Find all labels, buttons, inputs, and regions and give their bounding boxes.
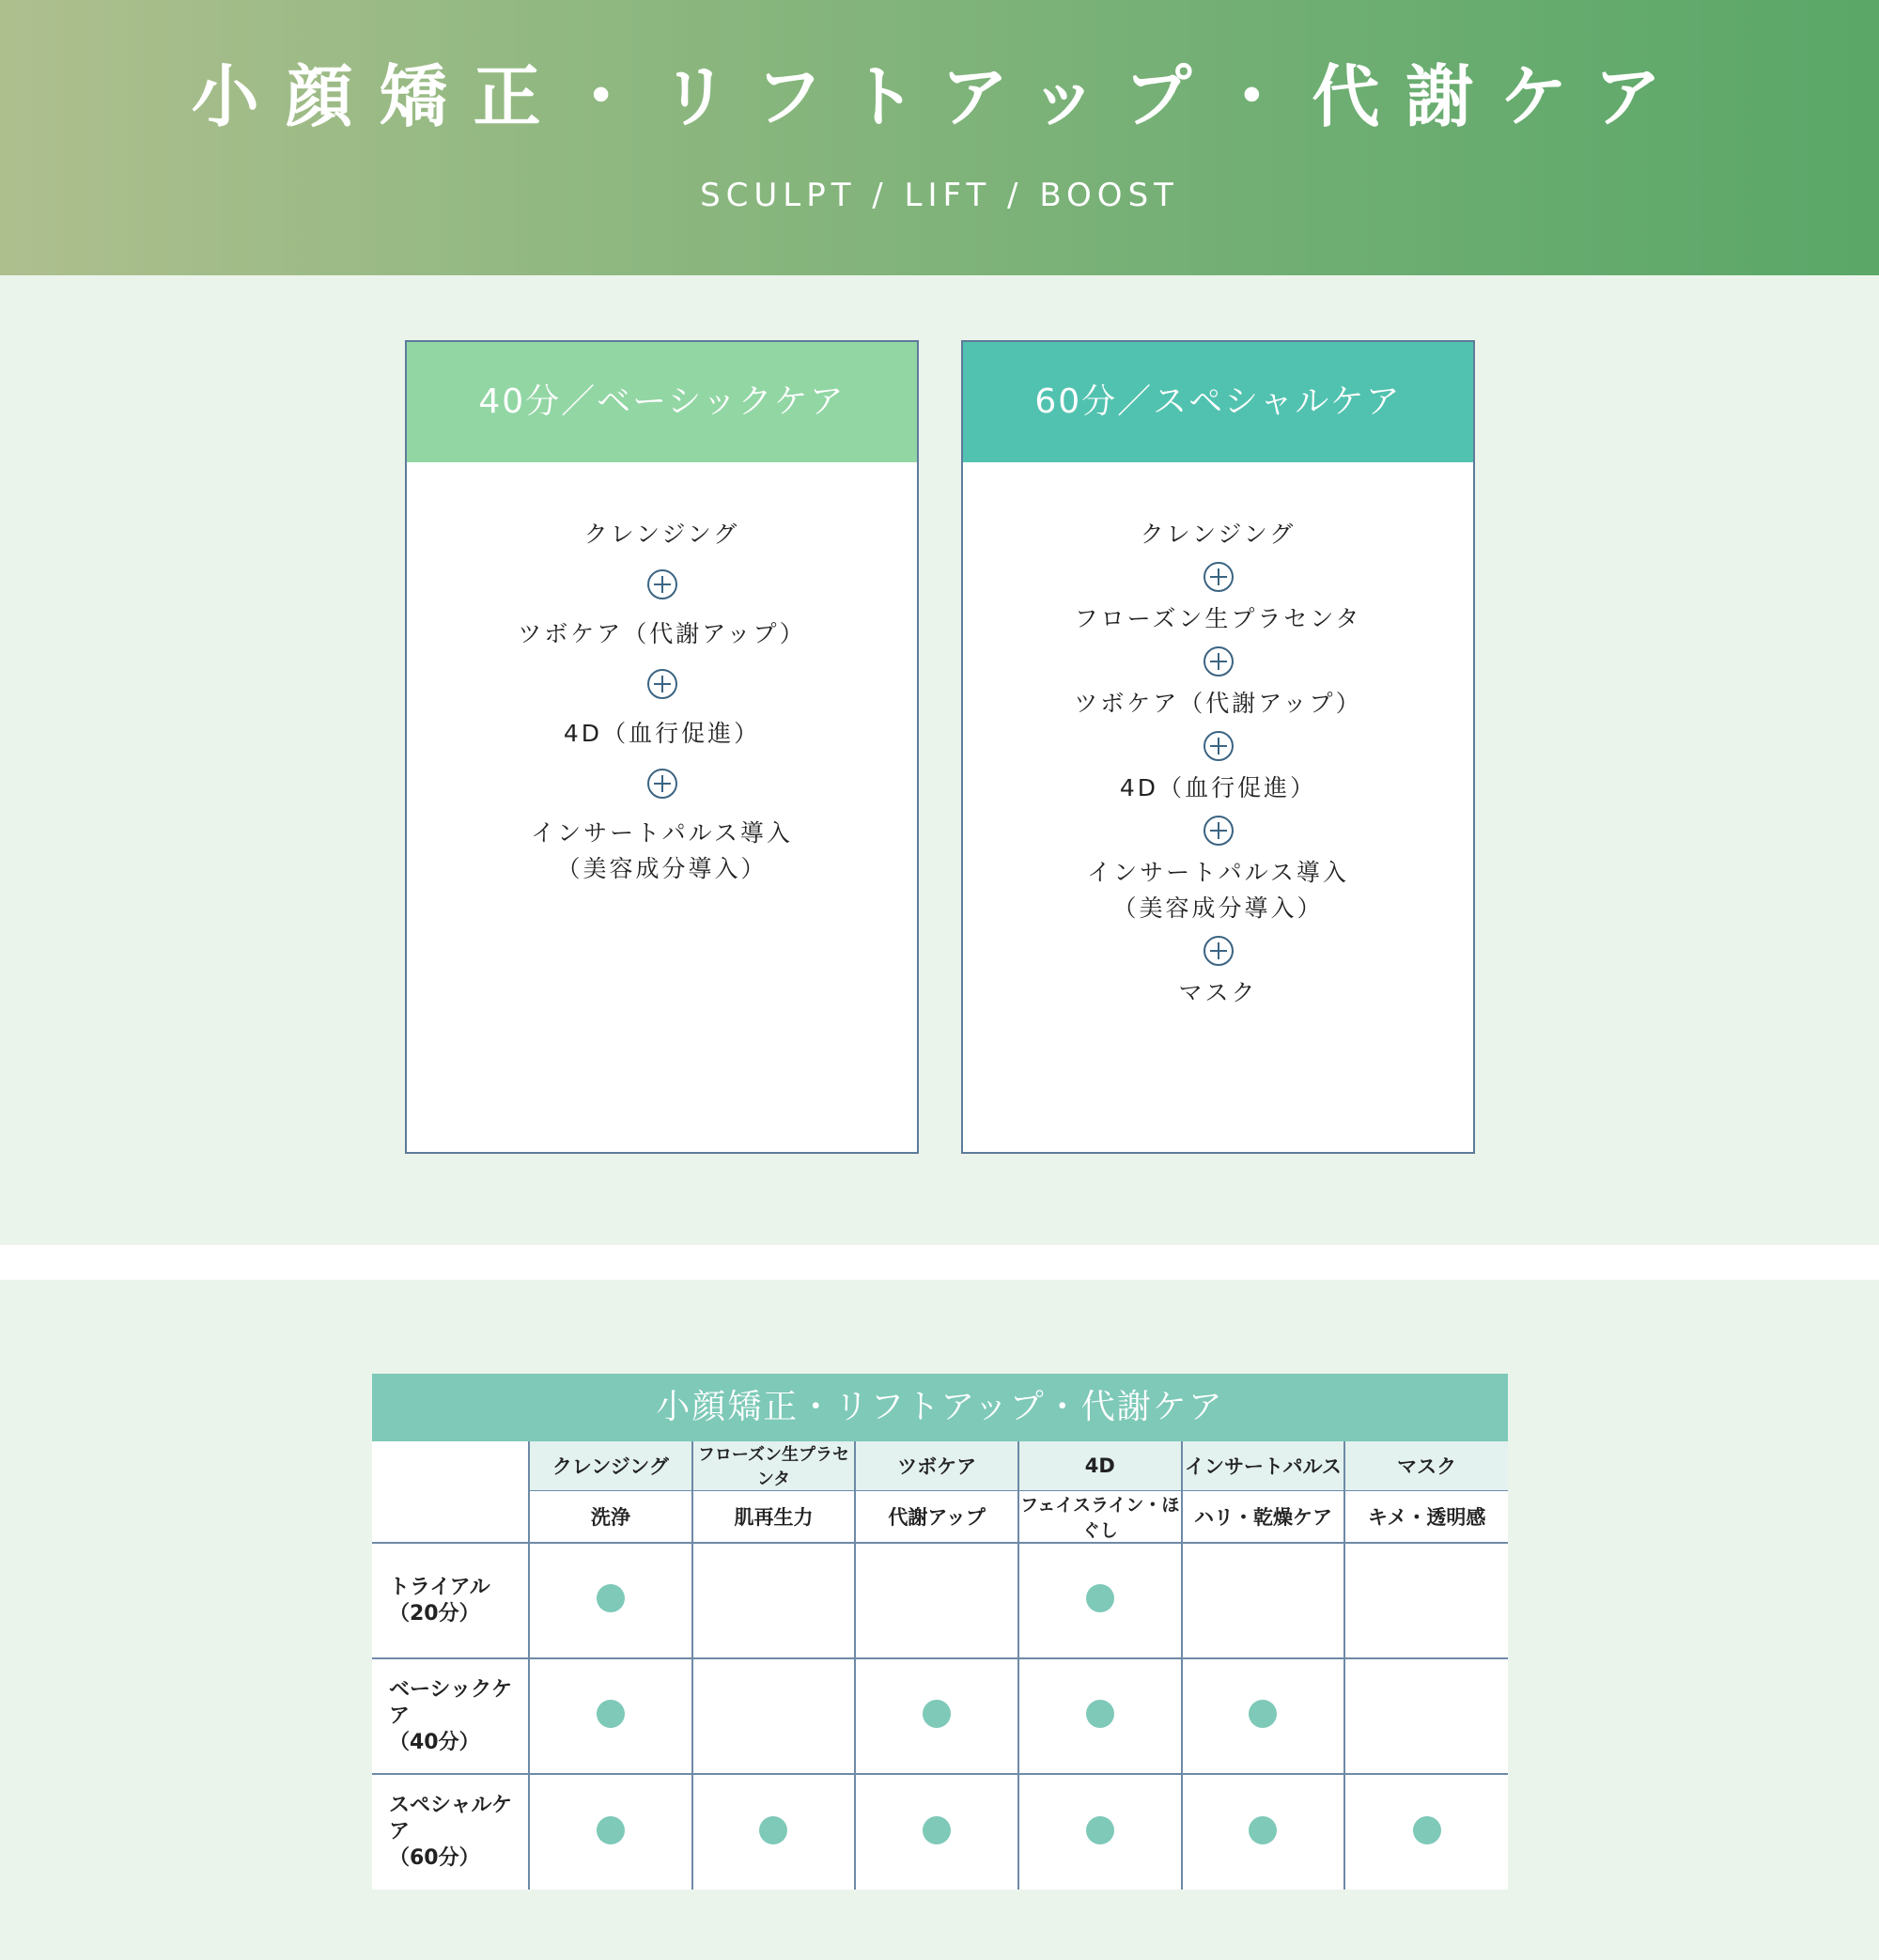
included-dot-icon	[1249, 1700, 1277, 1728]
row-label: ベーシックケア （40分）	[372, 1658, 529, 1774]
column-header: 4D	[1018, 1441, 1182, 1491]
column-description: キメ・透明感	[1344, 1491, 1508, 1544]
course-step: クレンジング	[1140, 521, 1297, 548]
table-cell	[855, 1774, 1018, 1890]
table-cell	[692, 1658, 856, 1774]
header-blank	[372, 1441, 529, 1491]
table-cell	[855, 1543, 1018, 1658]
column-description: 洗浄	[529, 1491, 692, 1544]
plus-icon	[1203, 646, 1234, 677]
course-section	[0, 275, 1879, 1245]
table-cell	[1344, 1543, 1508, 1658]
table-cell	[855, 1658, 1018, 1774]
course-step: インサートパルス導入 （美容成分導入）	[531, 819, 793, 882]
column-description: ハリ・乾燥ケア	[1182, 1491, 1345, 1544]
column-header: フローズン生プラセンタ	[692, 1441, 856, 1491]
table-cell	[1182, 1774, 1345, 1890]
table-title: 小顔矯正・リフトアップ・代謝ケア	[372, 1374, 1508, 1441]
comparison-grid	[372, 1441, 1508, 1890]
hero-subtitle: SCULPT / LIFT / BOOST	[700, 177, 1179, 214]
plus-icon	[647, 769, 677, 799]
table-cell	[529, 1658, 692, 1774]
table-cell	[1018, 1543, 1182, 1658]
table-cell	[1182, 1543, 1345, 1658]
plus-icon	[1203, 936, 1234, 966]
column-description: 肌再生力	[692, 1491, 856, 1544]
header-blank	[372, 1491, 529, 1544]
course-step: フローズン生プラセンタ	[1074, 605, 1362, 632]
plus-icon	[647, 569, 677, 599]
included-dot-icon	[923, 1816, 951, 1844]
column-header: ツボケア	[855, 1441, 1018, 1491]
course-step: ツボケア（代謝アップ）	[518, 620, 806, 647]
table-row	[372, 1543, 1508, 1658]
course-step: ツボケア（代謝アップ）	[1074, 690, 1362, 717]
table-row	[372, 1658, 1508, 1774]
plus-icon	[1203, 731, 1234, 761]
comparison-table	[372, 1374, 1508, 1890]
included-dot-icon	[1086, 1584, 1114, 1612]
plus-icon	[1203, 562, 1234, 592]
column-header: クレンジング	[529, 1441, 692, 1491]
included-dot-icon	[597, 1816, 625, 1844]
course-title: 60分／スペシャルケア	[963, 342, 1473, 462]
plus-icon	[1203, 816, 1234, 846]
hero-banner	[0, 0, 1879, 275]
table-cell	[692, 1543, 856, 1658]
included-dot-icon	[1086, 1700, 1114, 1728]
column-description: 代謝アップ	[855, 1491, 1018, 1544]
included-dot-icon	[597, 1584, 625, 1612]
course-title: 40分／ベーシックケア	[407, 342, 917, 462]
course-step: 4D（血行促進）	[563, 720, 761, 747]
column-description: フェイスライン・ほぐし	[1018, 1491, 1182, 1544]
row-label: トライアル （20分）	[372, 1543, 529, 1658]
column-header: インサートパルス	[1182, 1441, 1345, 1491]
included-dot-icon	[1086, 1816, 1114, 1844]
table-cell	[1182, 1658, 1345, 1774]
course-card-basic	[405, 340, 919, 1154]
included-dot-icon	[1413, 1816, 1441, 1844]
course-step: 4D（血行促進）	[1119, 774, 1317, 801]
included-dot-icon	[597, 1700, 625, 1728]
included-dot-icon	[923, 1700, 951, 1728]
table-cell	[692, 1774, 856, 1890]
table-cell	[1018, 1658, 1182, 1774]
course-step: マスク	[1178, 979, 1258, 1006]
section-divider	[0, 1245, 1879, 1280]
course-step: インサートパルス導入 （美容成分導入）	[1087, 859, 1349, 922]
hero-title: 小顔矯正・リフトアップ・代謝ケア	[191, 56, 1688, 136]
table-row	[372, 1774, 1508, 1890]
course-steps	[407, 462, 917, 887]
table-cell	[529, 1543, 692, 1658]
course-card-special	[961, 340, 1475, 1154]
table-cell	[1344, 1658, 1508, 1774]
included-dot-icon	[1249, 1816, 1277, 1844]
course-step: クレンジング	[583, 521, 740, 548]
comparison-section	[0, 1280, 1879, 1960]
included-dot-icon	[759, 1816, 787, 1844]
course-steps	[963, 462, 1473, 1011]
table-cell	[1344, 1774, 1508, 1890]
table-cell	[529, 1774, 692, 1890]
plus-icon	[647, 669, 677, 699]
column-header: マスク	[1344, 1441, 1508, 1491]
table-cell	[1018, 1774, 1182, 1890]
row-label: スペシャルケア （60分）	[389, 1794, 513, 1870]
